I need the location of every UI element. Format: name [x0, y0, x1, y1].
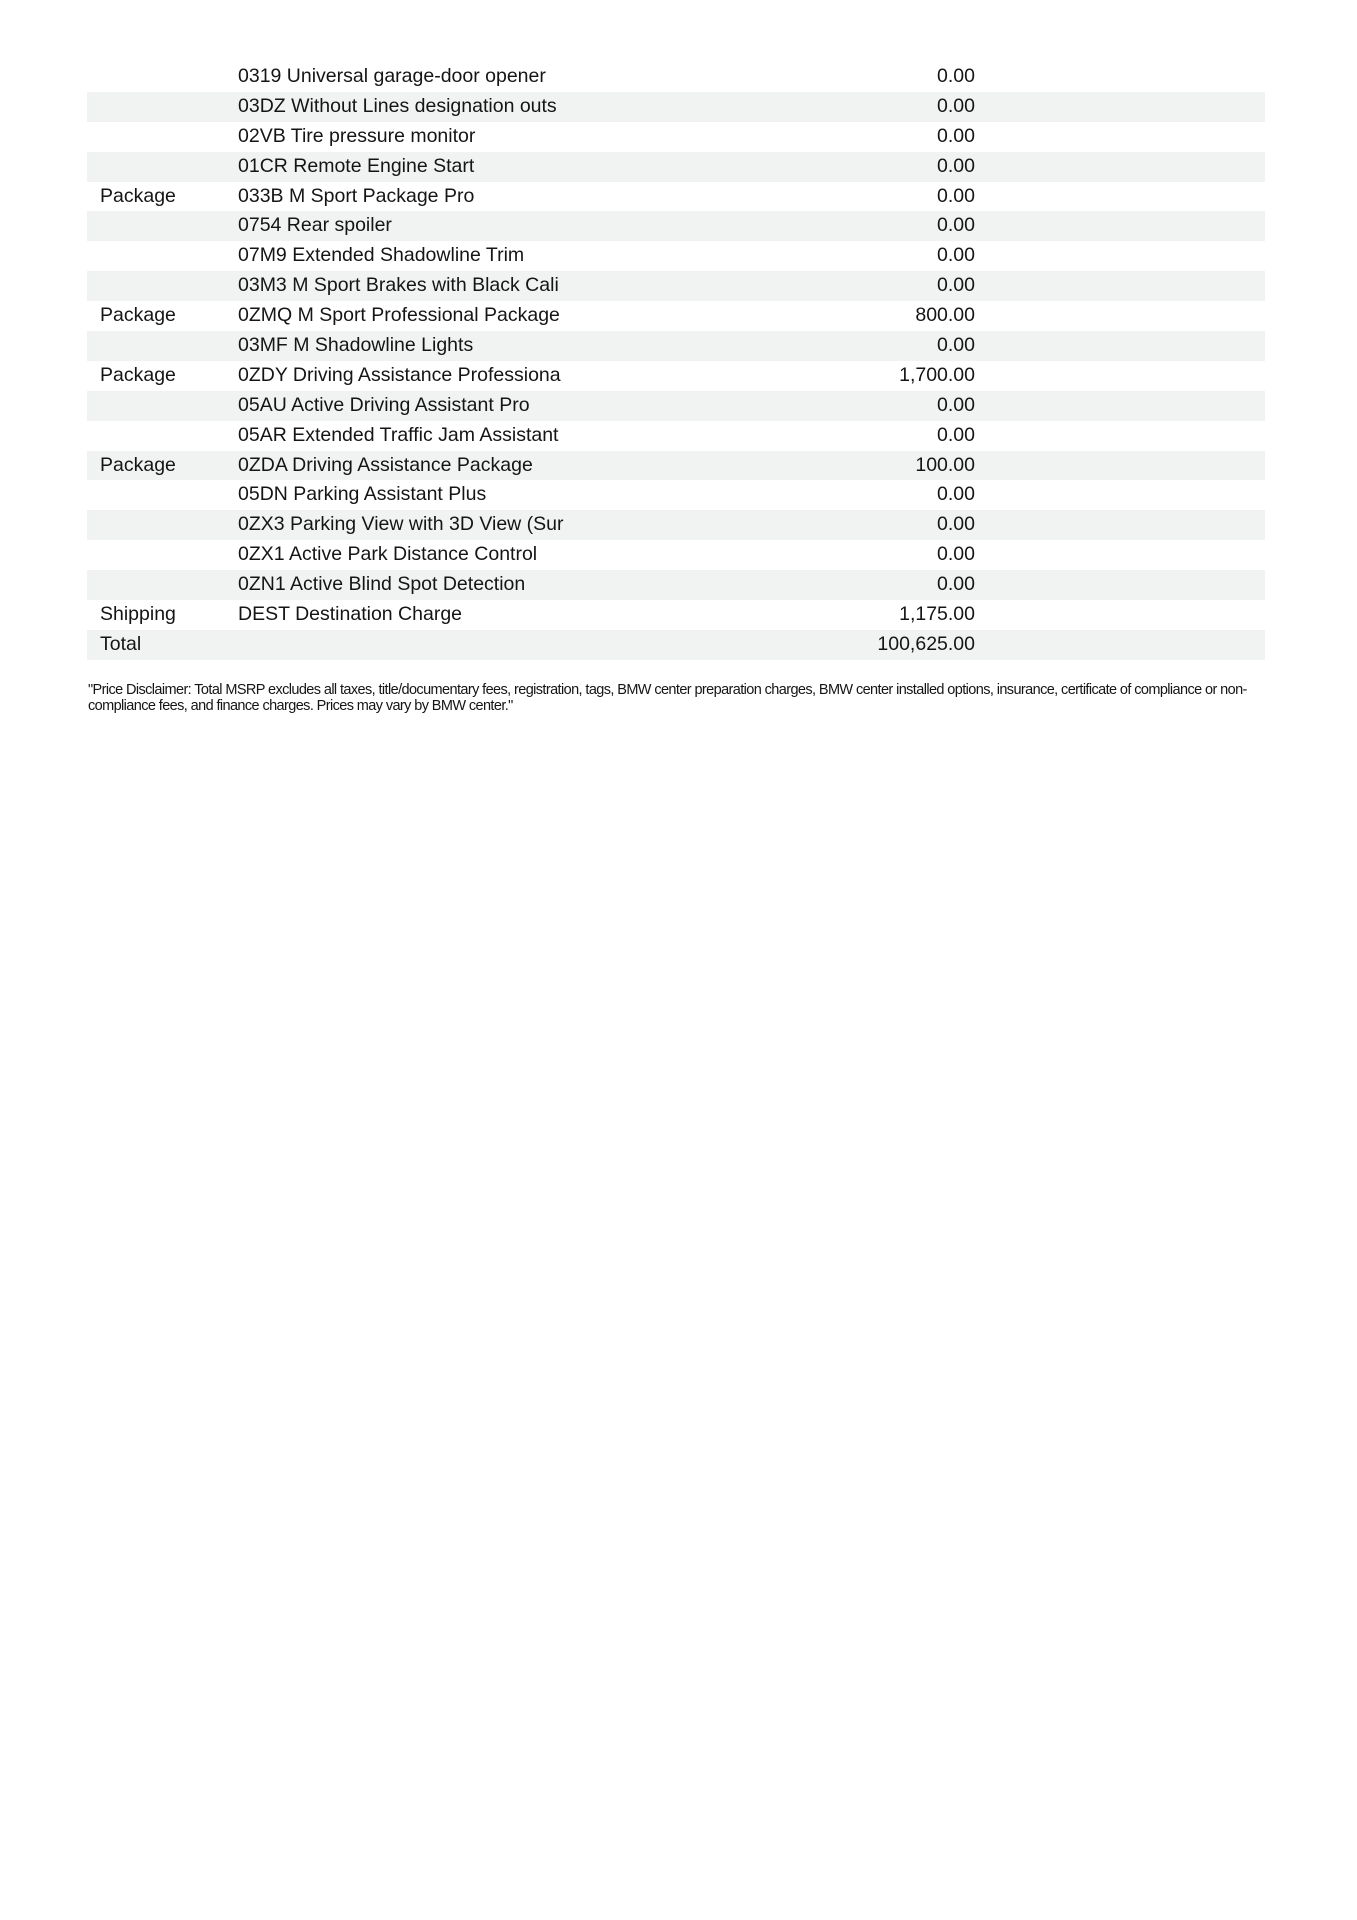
table-row: [87, 480, 1265, 510]
table-row: [87, 540, 1265, 570]
table-row: [87, 600, 1265, 630]
options-price-table: [87, 62, 1265, 660]
row-description: 05AU Active Driving Assistant Pro: [238, 393, 530, 416]
row-category: Package: [100, 363, 176, 386]
row-price: 100,625.00: [877, 632, 975, 655]
row-description: 0ZX3 Parking View with 3D View (Sur: [238, 513, 564, 536]
row-price: 0.00: [937, 274, 975, 297]
row-category: Package: [100, 453, 176, 476]
table-row: [87, 630, 1265, 660]
row-price: 100.00: [915, 453, 975, 476]
row-category: Package: [100, 304, 176, 327]
row-description: 03M3 M Sport Brakes with Black Cali: [238, 274, 559, 297]
table-row: [87, 391, 1265, 421]
row-price: 0.00: [937, 94, 975, 117]
table-row: [87, 301, 1265, 331]
row-description: 0ZN1 Active Blind Spot Detection: [238, 573, 526, 596]
row-description: 0754 Rear spoiler: [238, 214, 392, 237]
row-price: 1,175.00: [899, 603, 975, 626]
row-price: 0.00: [937, 244, 975, 267]
row-description: 0ZX1 Active Park Distance Control: [238, 543, 538, 566]
table-row: [87, 361, 1265, 391]
table-row: [87, 182, 1265, 212]
table-row: [87, 241, 1265, 271]
row-price: 0.00: [937, 543, 975, 566]
row-description: 033B M Sport Package Pro: [238, 184, 475, 207]
row-description: 07M9 Extended Shadowline Trim: [238, 244, 525, 267]
row-price: 0.00: [937, 573, 975, 596]
row-price: 0.00: [937, 423, 975, 446]
row-description: 01CR Remote Engine Start: [238, 154, 475, 177]
price-disclaimer: "Price Disclaimer: Total MSRP excludes all taxes, title/documentary fees, registration, tags, BMW center preparation charges, BMW center installed options, insurance, certificate of compliance or non-compliance fees, and finance charges. Prices may vary by BMW center.": [88, 682, 1247, 714]
row-category: Package: [100, 184, 176, 207]
row-description: 03MF M Shadowline Lights: [238, 334, 474, 357]
table-row: [87, 451, 1265, 481]
row-description: DEST Destination Charge: [238, 603, 463, 626]
table-row: [87, 211, 1265, 241]
row-price: 0.00: [937, 124, 975, 147]
row-price: 1,700.00: [899, 363, 975, 386]
row-description: 0319 Universal garage-door opener: [238, 65, 546, 87]
table-row: [87, 510, 1265, 540]
row-price: 0.00: [937, 393, 975, 416]
table-row: [87, 331, 1265, 361]
table-row: [87, 152, 1265, 182]
row-description: 0ZMQ M Sport Professional Package: [238, 304, 560, 327]
row-price: 0.00: [937, 184, 975, 207]
row-description: 05DN Parking Assistant Plus: [238, 483, 487, 506]
row-description: 05AR Extended Traffic Jam Assistant: [238, 423, 559, 446]
row-description: 03DZ Without Lines designation outs: [238, 94, 557, 117]
table-row: [87, 92, 1265, 122]
row-category: Shipping: [100, 603, 176, 626]
table-row: [87, 570, 1265, 600]
row-price: 0.00: [937, 334, 975, 357]
table-row: [87, 421, 1265, 451]
row-price: 0.00: [937, 65, 975, 87]
table-row: [87, 122, 1265, 152]
row-description: 0ZDA Driving Assistance Package: [238, 453, 533, 476]
row-description: 02VB Tire pressure monitor: [238, 124, 476, 147]
row-price: 0.00: [937, 154, 975, 177]
table-row: [87, 271, 1265, 301]
row-description: 0ZDY Driving Assistance Professiona: [238, 363, 561, 386]
row-price: 0.00: [937, 214, 975, 237]
row-price: 0.00: [937, 513, 975, 536]
row-price: 800.00: [915, 304, 975, 327]
row-price: 0.00: [937, 483, 975, 506]
table-row: [87, 62, 1265, 92]
row-category: Total: [100, 632, 142, 655]
